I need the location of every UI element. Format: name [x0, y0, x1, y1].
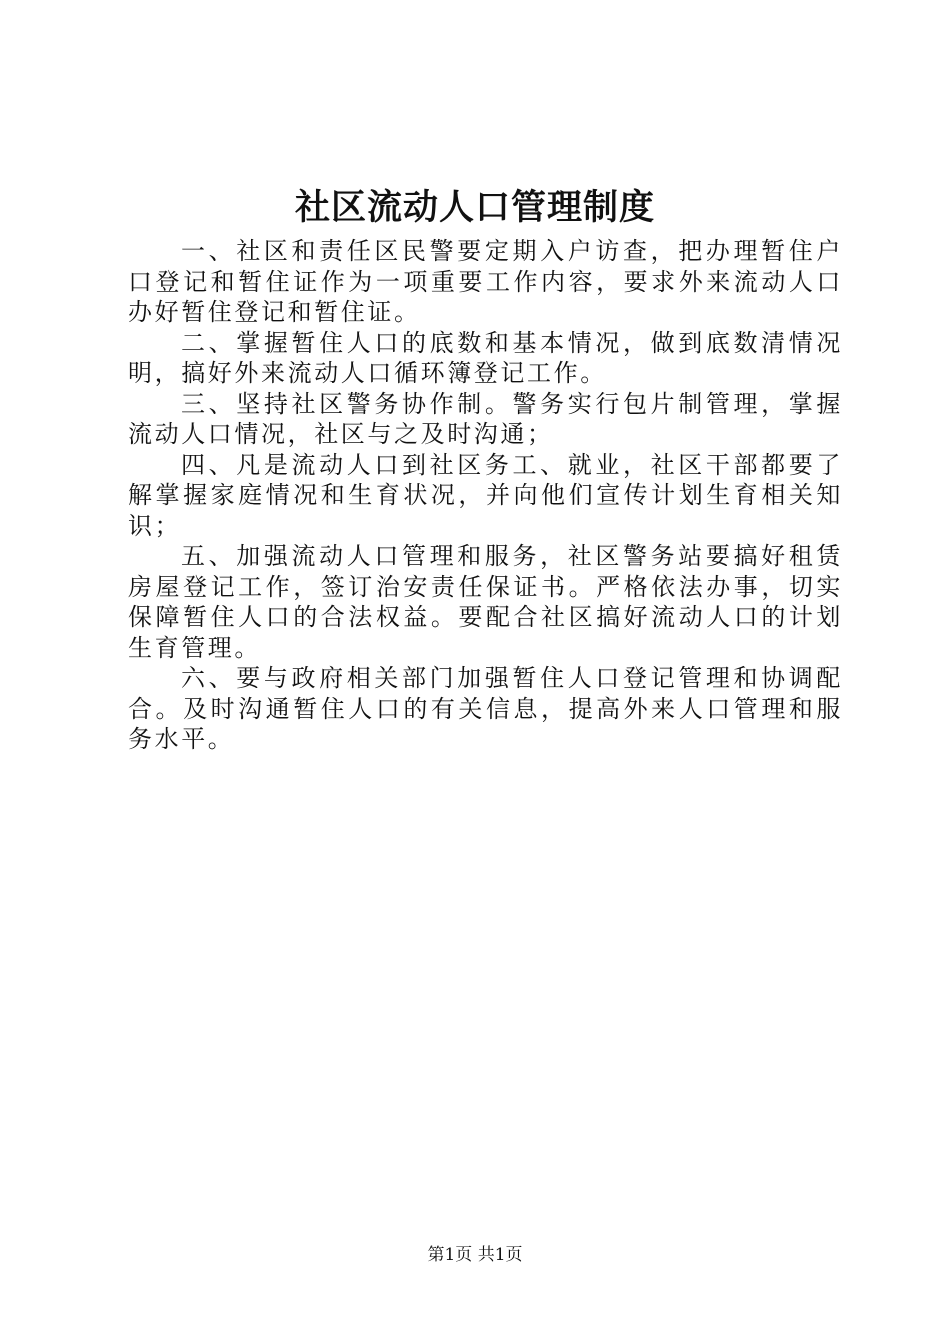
paragraph-3: 三、坚持社区警务协作制。警务实行包片制管理，掌握流动人口情况，社区与之及时沟通； — [128, 389, 843, 448]
page-footer: 第1页 共1页 — [427, 1245, 523, 1265]
paragraph-5: 五、加强流动人口管理和服务，社区警务站要搞好租赁房屋登记工作，签订治安责任保证书。严格依法办事，切实保障暂住人口的合法权益。要配合社区搞好流动人口的计划生育管理。 — [128, 542, 843, 662]
paragraph-2: 二、掌握暂住人口的底数和基本情况，做到底数清情况明，搞好外来流动人口循环簿登记工作。 — [128, 328, 843, 387]
document-body — [128, 236, 843, 755]
paragraph-4: 四、凡是流动人口到社区务工、就业，社区干部都要了解掌握家庭情况和生育状况，并向他们宣传计划生育相关知识； — [128, 450, 843, 540]
document-title: 社区流动人口管理制度 — [294, 187, 655, 228]
paragraph-6: 六、要与政府相关部门加强暂住人口登记管理和协调配合。及时沟通暂住人口的有关信息，提高外来人口管理和服务水平。 — [128, 664, 843, 753]
paragraph-1: 一、社区和责任区民警要定期入户访查，把办理暂住户口登记和暂住证作为一项重要工作内容，要求外来流动人口办好暂住登记和暂住证。 — [128, 237, 843, 326]
